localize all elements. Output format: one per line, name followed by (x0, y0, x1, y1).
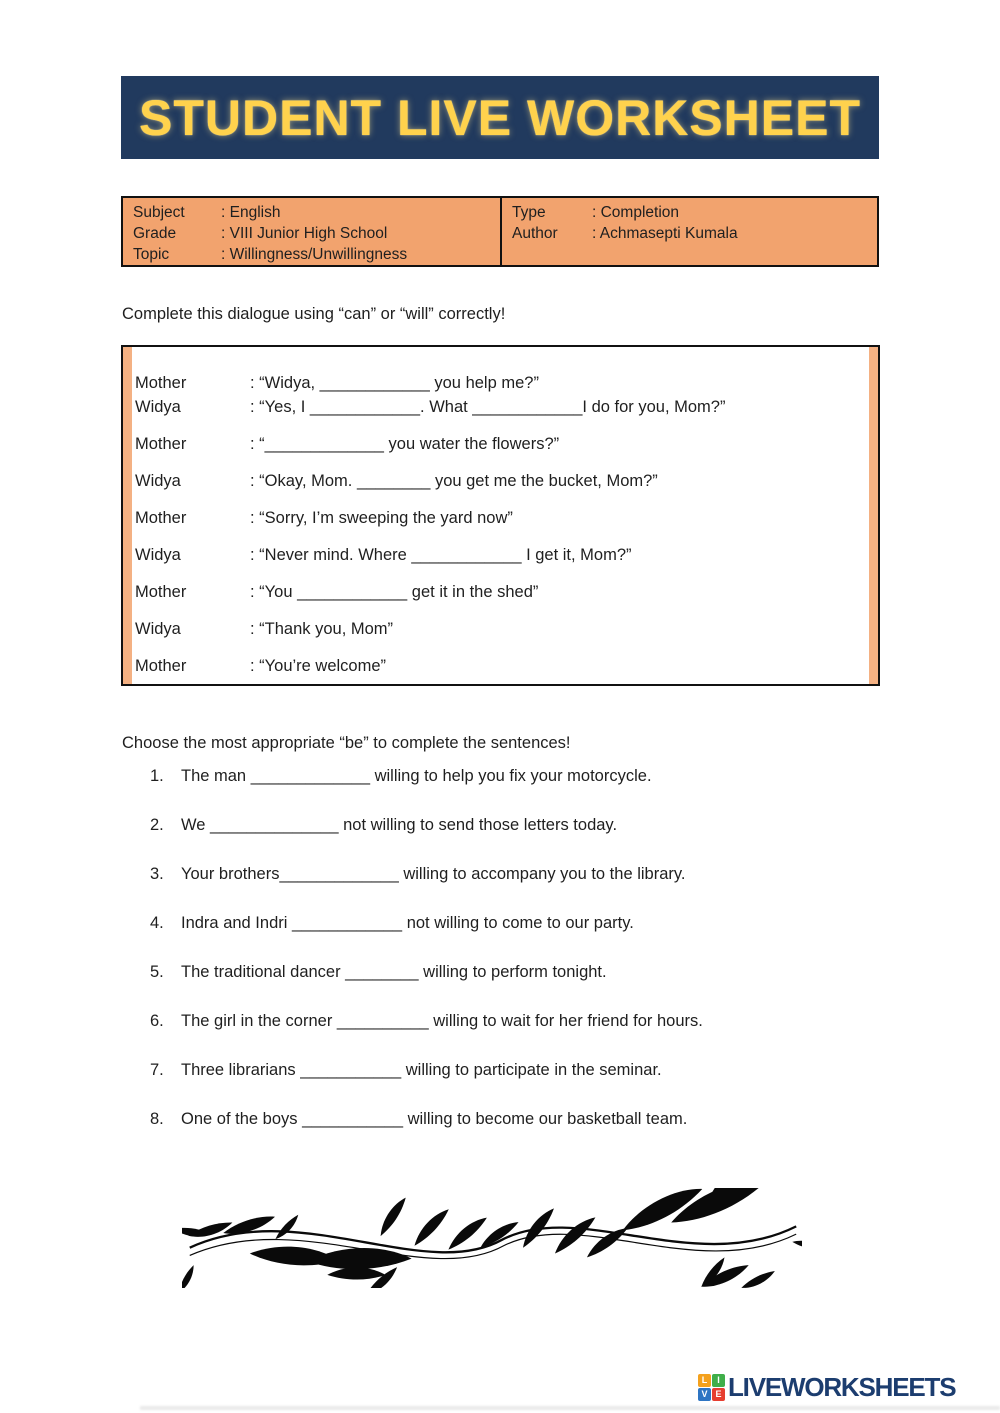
dialogue-row (135, 580, 864, 604)
dialogue-rows (135, 371, 864, 678)
author-value: : Achmasepti Kumala (592, 225, 738, 242)
list-item (150, 862, 890, 886)
dialogue-row (135, 469, 864, 493)
item-number: 2. (150, 816, 164, 834)
speaker-name: Widya (135, 472, 181, 490)
scan-artifact (140, 1406, 1000, 1410)
author-label: Author (512, 225, 558, 242)
item-number: 6. (150, 1012, 164, 1030)
dialogue-line: : “Thank you, Mom” (250, 620, 394, 638)
logo-square-v: V (698, 1388, 711, 1401)
dialogue-line: : “You ____________ get it in the shed” (250, 583, 539, 601)
page-title: STUDENT LIVE WORKSHEET (138, 89, 862, 146)
item-text: The traditional dancer ________ willing to perform tonight. (181, 963, 607, 981)
item-number: 7. (150, 1061, 164, 1079)
speaker-name: Mother (135, 657, 187, 675)
topic-value: : Willingness/Unwillingness (221, 246, 408, 263)
item-number: 8. (150, 1110, 164, 1128)
dialogue-line: : “Yes, I ____________. What ____________I do for you, Mom?” (250, 398, 726, 416)
item-number: 1. (150, 767, 164, 785)
speaker-name: Widya (135, 398, 181, 416)
dialogue-line: : “Sorry, I’m sweeping the yard now” (250, 509, 513, 527)
grade-label: Grade (133, 225, 177, 242)
liveworksheets-logo (698, 1372, 955, 1403)
dialogue-row (135, 432, 864, 456)
dialogue-row (135, 617, 864, 641)
info-table (121, 196, 879, 267)
info-row-subject (133, 202, 500, 223)
dialogue-line: : “You’re welcome” (250, 657, 387, 675)
speaker-name: Widya (135, 546, 181, 564)
orange-stripe-right (869, 347, 878, 684)
logo-square-e: E (712, 1388, 725, 1401)
list-item (150, 911, 890, 935)
grade-value: : VIII Junior High School (221, 225, 388, 242)
info-table-right-column (502, 198, 877, 265)
speaker-name: Widya (135, 620, 181, 638)
logo-square-l: L (698, 1374, 711, 1387)
list-item (150, 813, 890, 837)
item-text: The girl in the corner __________ willing to wait for her friend for hours. (181, 1012, 703, 1030)
dialogue-line: : “Widya, ____________ you help me?” (250, 374, 539, 392)
list-item (150, 764, 890, 788)
dialogue-row (135, 371, 864, 395)
item-text: Indra and Indri ____________ not willing to come to our party. (181, 914, 634, 932)
subject-value: : English (221, 204, 281, 221)
item-text: We ______________ not willing to send those letters today. (181, 816, 618, 834)
list-item (150, 1009, 890, 1033)
item-number: 4. (150, 914, 164, 932)
info-row-author (512, 223, 877, 244)
item-text: Three librarians ___________ willing to participate in the seminar. (181, 1061, 662, 1079)
list-item (150, 960, 890, 984)
orange-stripe-left (123, 347, 132, 684)
dialogue-box (121, 345, 880, 686)
section2-instruction: Choose the most appropriate “be” to complete the sentences! (122, 734, 571, 752)
type-label: Type (512, 204, 546, 221)
info-row-type (512, 202, 877, 223)
dialogue-row (135, 543, 864, 567)
info-row-topic (133, 244, 500, 265)
dialogue-line: : “_____________ you water the flowers?” (250, 435, 560, 453)
header-banner (121, 76, 879, 159)
item-text: The man _____________ willing to help you fix your motorcycle. (181, 767, 652, 785)
section1-instruction: Complete this dialogue using “can” or “will” correctly! (122, 305, 506, 323)
dialogue-row (135, 654, 864, 678)
dialogue-row (135, 506, 864, 530)
floral-divider-icon (182, 1188, 802, 1288)
dialogue-line: : “Never mind. Where ____________ I get it, Mom?” (250, 546, 632, 564)
item-number: 5. (150, 963, 164, 981)
info-row-grade (133, 223, 500, 244)
brand-name: LIVEWORKSHEETS (728, 1372, 956, 1402)
logo-square-i: I (712, 1374, 725, 1387)
item-text: Your brothers_____________ willing to accompany you to the library. (181, 865, 686, 883)
speaker-name: Mother (135, 509, 187, 527)
list-item (150, 1107, 890, 1131)
type-value: : Completion (592, 204, 680, 221)
item-number: 3. (150, 865, 164, 883)
subject-label: Subject (133, 204, 185, 221)
speaker-name: Mother (135, 374, 187, 392)
speaker-name: Mother (135, 583, 187, 601)
dialogue-line: : “Okay, Mom. ________ you get me the bucket, Mom?” (250, 472, 658, 490)
dialogue-row (135, 395, 864, 419)
list-item (150, 1058, 890, 1082)
info-table-left-column (123, 198, 502, 265)
speaker-name: Mother (135, 435, 187, 453)
topic-label: Topic (133, 246, 170, 263)
exercise-list (150, 764, 890, 1156)
item-text: One of the boys ___________ willing to become our basketball team. (181, 1110, 688, 1128)
liveworksheets-grid-icon (698, 1374, 725, 1401)
